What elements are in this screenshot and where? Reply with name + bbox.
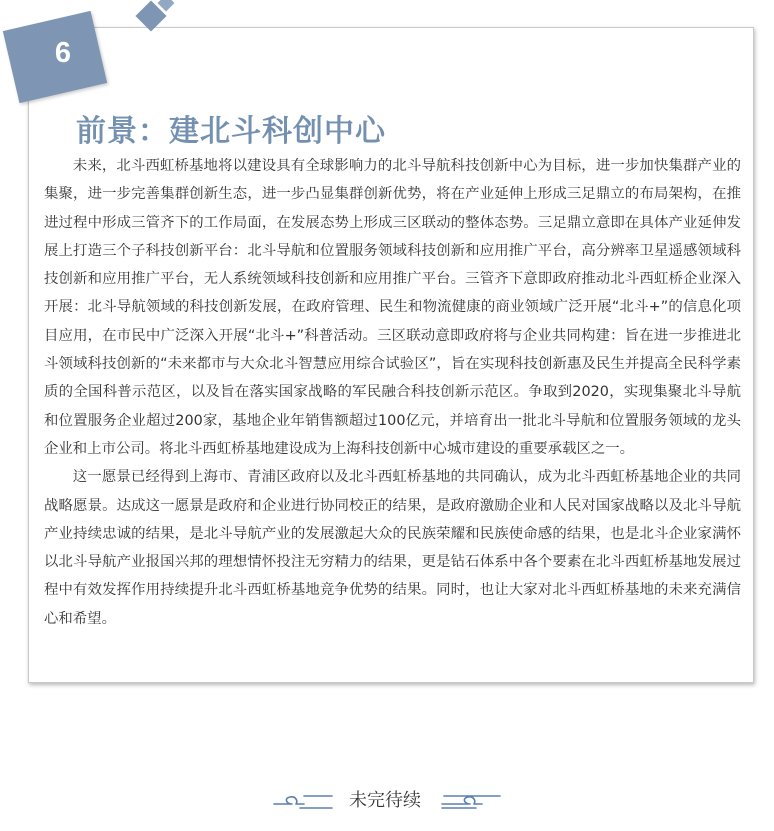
- wave-decoration-left-icon: [272, 792, 334, 812]
- paragraph: 这一愿景已经得到上海市、青浦区政府以及北斗西虹桥基地的共同确认，成为北斗西虹桥基地企业的共同战略愿景。达成这一愿景是政府和企业进行协同校正的结果，是政府激励企业和人民对国家战略以及北斗导航产业持续忠诚的结果，是北斗导航产业的发展激起大众的民族荣耀和民族使命感的结果，也是北斗企业家满怀以北斗导航产业报国兴邦的理想情怀投注无穷精力的结果，更是钻石体系中各个要素在北斗西虹桥基地发展过程中有效发挥作用持续提升北斗西虹桥基地竞争优势的结果。同时，也让大家对北斗西虹桥基地的未来充满信心和希望。: [44, 469, 741, 627]
- paragraph: 未来，北斗西虹桥基地将以建设具有全球影响力的北斗导航科技创新中心为目标，进一步加快集群产业的集聚，进一步完善集群创新生态，进一步凸显集群创新优势，将在产业延伸上形成三足鼎立的布局架构，在推进过程中形成三管齐下的工作局面，在发展态势上形成三区联动的整体态势。三足鼎立意即在具体产业延伸发展上打造三个子科技创新平台：北斗导航和位置服务领域科技创新和应用推广平台，高分辨率卫星遥感领域科技创新和应用推广平台，无人系统领域科技创新和应用推广平台。三管齐下意即政府推动北斗西虹桥企业深入开展：北斗导航领域的科技创新发展，在政府管理、民生和物流健康的商业领域广泛开展“北斗+”的信息化项目应用，在市民中广泛深入开展“北斗+”科普活动。三区联动意即政府将与企业共同构建：旨在进一步推进北斗领域科技创新的“未来都市与大众北斗智慧应用综合试验区”，旨在实现科技创新惠及民生并提高全民科学素质的全国科普示范区，以及旨在落实国家战略的军民融合科技创新示范区。争取到2020，实现集聚北斗导航和位置服务企业超过200家，基地企业年销售额超过100亿元，并培育出一批北斗导航和位置服务领域的龙头企业和上市公司。将北斗西虹桥基地建设成为上海科技创新中心城市建设的重要承载区之一。: [44, 158, 741, 457]
- section-number: 6: [54, 37, 72, 69]
- section-title: 前景：建北斗科创中心: [76, 114, 386, 149]
- wave-decoration-right-icon: [440, 792, 502, 812]
- footer: [272, 784, 502, 818]
- to-be-continued-label: 未完待续: [349, 790, 421, 811]
- article-body: [44, 152, 741, 633]
